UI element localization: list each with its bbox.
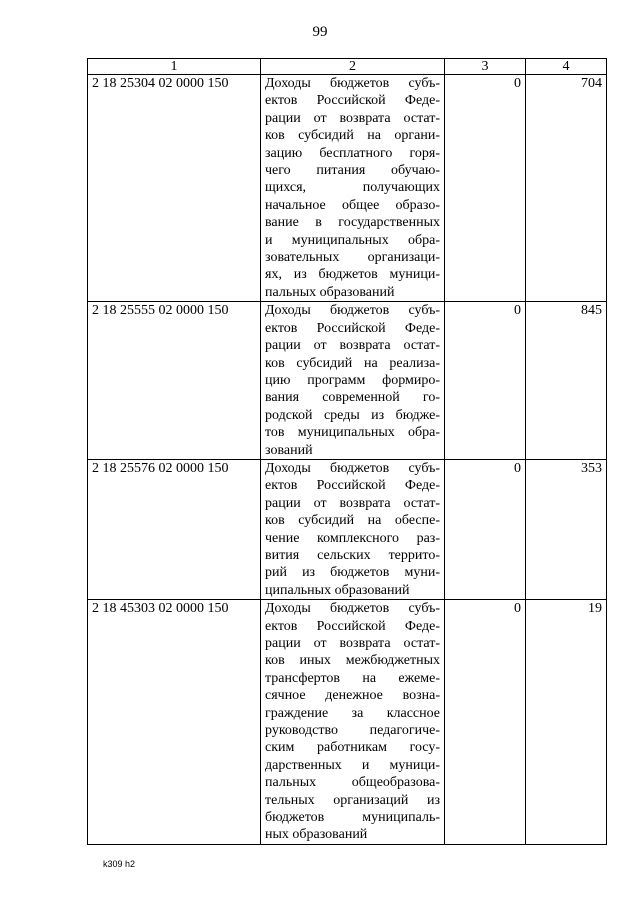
- revenue-description: [261, 600, 445, 845]
- description-line: рий из бюджетов муни-: [265, 565, 440, 581]
- description-line: вания современной го-: [265, 390, 440, 406]
- header-col-3: 3: [445, 59, 526, 75]
- description-line: дарственных и муници-: [265, 757, 440, 773]
- header-col-1: 1: [88, 59, 261, 75]
- description-line: и муниципальных обра-: [265, 232, 440, 248]
- description-line: зований: [265, 442, 313, 458]
- table-body: [88, 75, 607, 845]
- description-line: трансфертов на ежеме-: [265, 670, 440, 686]
- description-line: ектов Российской Феде-: [265, 478, 440, 494]
- description-line: тельных организаций из: [265, 792, 440, 808]
- description-line: ков субсидий на обеспе-: [265, 513, 440, 529]
- description-line: сячное денежное возна-: [265, 688, 440, 704]
- description-line: зовательных организаци-: [265, 250, 440, 266]
- revenue-code: 2 18 25304 02 0000 150: [88, 75, 261, 302]
- value-col-4: 845: [526, 302, 607, 460]
- description-line: пальных образований: [265, 284, 395, 300]
- description-line: рации от возврата остат-: [265, 110, 440, 126]
- description-line: начальное общее образо-: [265, 197, 440, 213]
- footer-code: k309 h2: [103, 859, 136, 869]
- description-line: ков иных межбюджетных: [265, 653, 440, 669]
- revenue-description: [261, 459, 445, 599]
- description-line: бюджетов муниципаль-: [265, 810, 440, 826]
- revenue-code: 2 18 45303 02 0000 150: [88, 600, 261, 845]
- value-col-4: 19: [526, 600, 607, 845]
- description-line: Доходы бюджетов субъ-: [265, 303, 440, 319]
- description-line: Доходы бюджетов субъ-: [265, 76, 440, 91]
- description-line: руководство педагогиче-: [265, 723, 440, 739]
- description-line: зацию бесплатного горя-: [265, 145, 440, 161]
- description-line: ектов Российской Феде-: [265, 618, 440, 634]
- description-line: ципальных образований: [265, 582, 410, 598]
- description-line: цию программ формиро-: [265, 372, 440, 388]
- revenue-code: 2 18 25576 02 0000 150: [88, 459, 261, 599]
- description-line: Доходы бюджетов субъ-: [265, 601, 440, 617]
- description-line: ектов Российской Феде-: [265, 320, 440, 336]
- description-line: рации от возврата остат-: [265, 495, 440, 511]
- value-col-3: 0: [445, 600, 526, 845]
- description-line: тов муниципальных обра-: [265, 425, 440, 441]
- value-col-3: 0: [445, 302, 526, 460]
- value-col-3: 0: [445, 75, 526, 302]
- description-line: пальных общеобразова-: [265, 775, 440, 791]
- value-col-4: 353: [526, 459, 607, 599]
- header-col-2: 2: [261, 59, 445, 75]
- value-col-3: 0: [445, 459, 526, 599]
- description-line: чего питания обучаю-: [265, 163, 440, 179]
- description-line: ектов Российской Феде-: [265, 93, 440, 109]
- table-row: [88, 75, 607, 302]
- description-line: Доходы бюджетов субъ-: [265, 460, 440, 476]
- description-line: вание в государственных: [265, 215, 440, 231]
- description-line: ков субсидий на реализа-: [265, 355, 440, 371]
- table-row: [88, 600, 607, 845]
- description-line: вития сельских террито-: [265, 547, 440, 563]
- header-col-4: 4: [526, 59, 607, 75]
- revenue-code: 2 18 25555 02 0000 150: [88, 302, 261, 460]
- description-line: граждение за классное: [265, 705, 440, 721]
- revenue-description: [261, 302, 445, 460]
- description-line: рации от возврата остат-: [265, 338, 440, 354]
- description-line: ков субсидий на органи-: [265, 128, 440, 144]
- description-line: чение комплексного раз-: [265, 530, 440, 546]
- description-line: ных образований: [265, 827, 368, 843]
- table-row: [88, 302, 607, 460]
- page-number: 99: [312, 24, 328, 40]
- budget-table: [87, 58, 607, 845]
- header-row: [88, 59, 607, 75]
- description-line: щихся, получающих: [265, 180, 440, 196]
- description-line: ях, из бюджетов муници-: [265, 267, 440, 283]
- description-line: родской среды из бюдже-: [265, 407, 440, 423]
- value-col-4: 704: [526, 75, 607, 302]
- table-row: [88, 459, 607, 599]
- description-line: ским работникам госу-: [265, 740, 440, 756]
- description-line: рации от возврата остат-: [265, 636, 440, 651]
- revenue-description: [261, 75, 445, 302]
